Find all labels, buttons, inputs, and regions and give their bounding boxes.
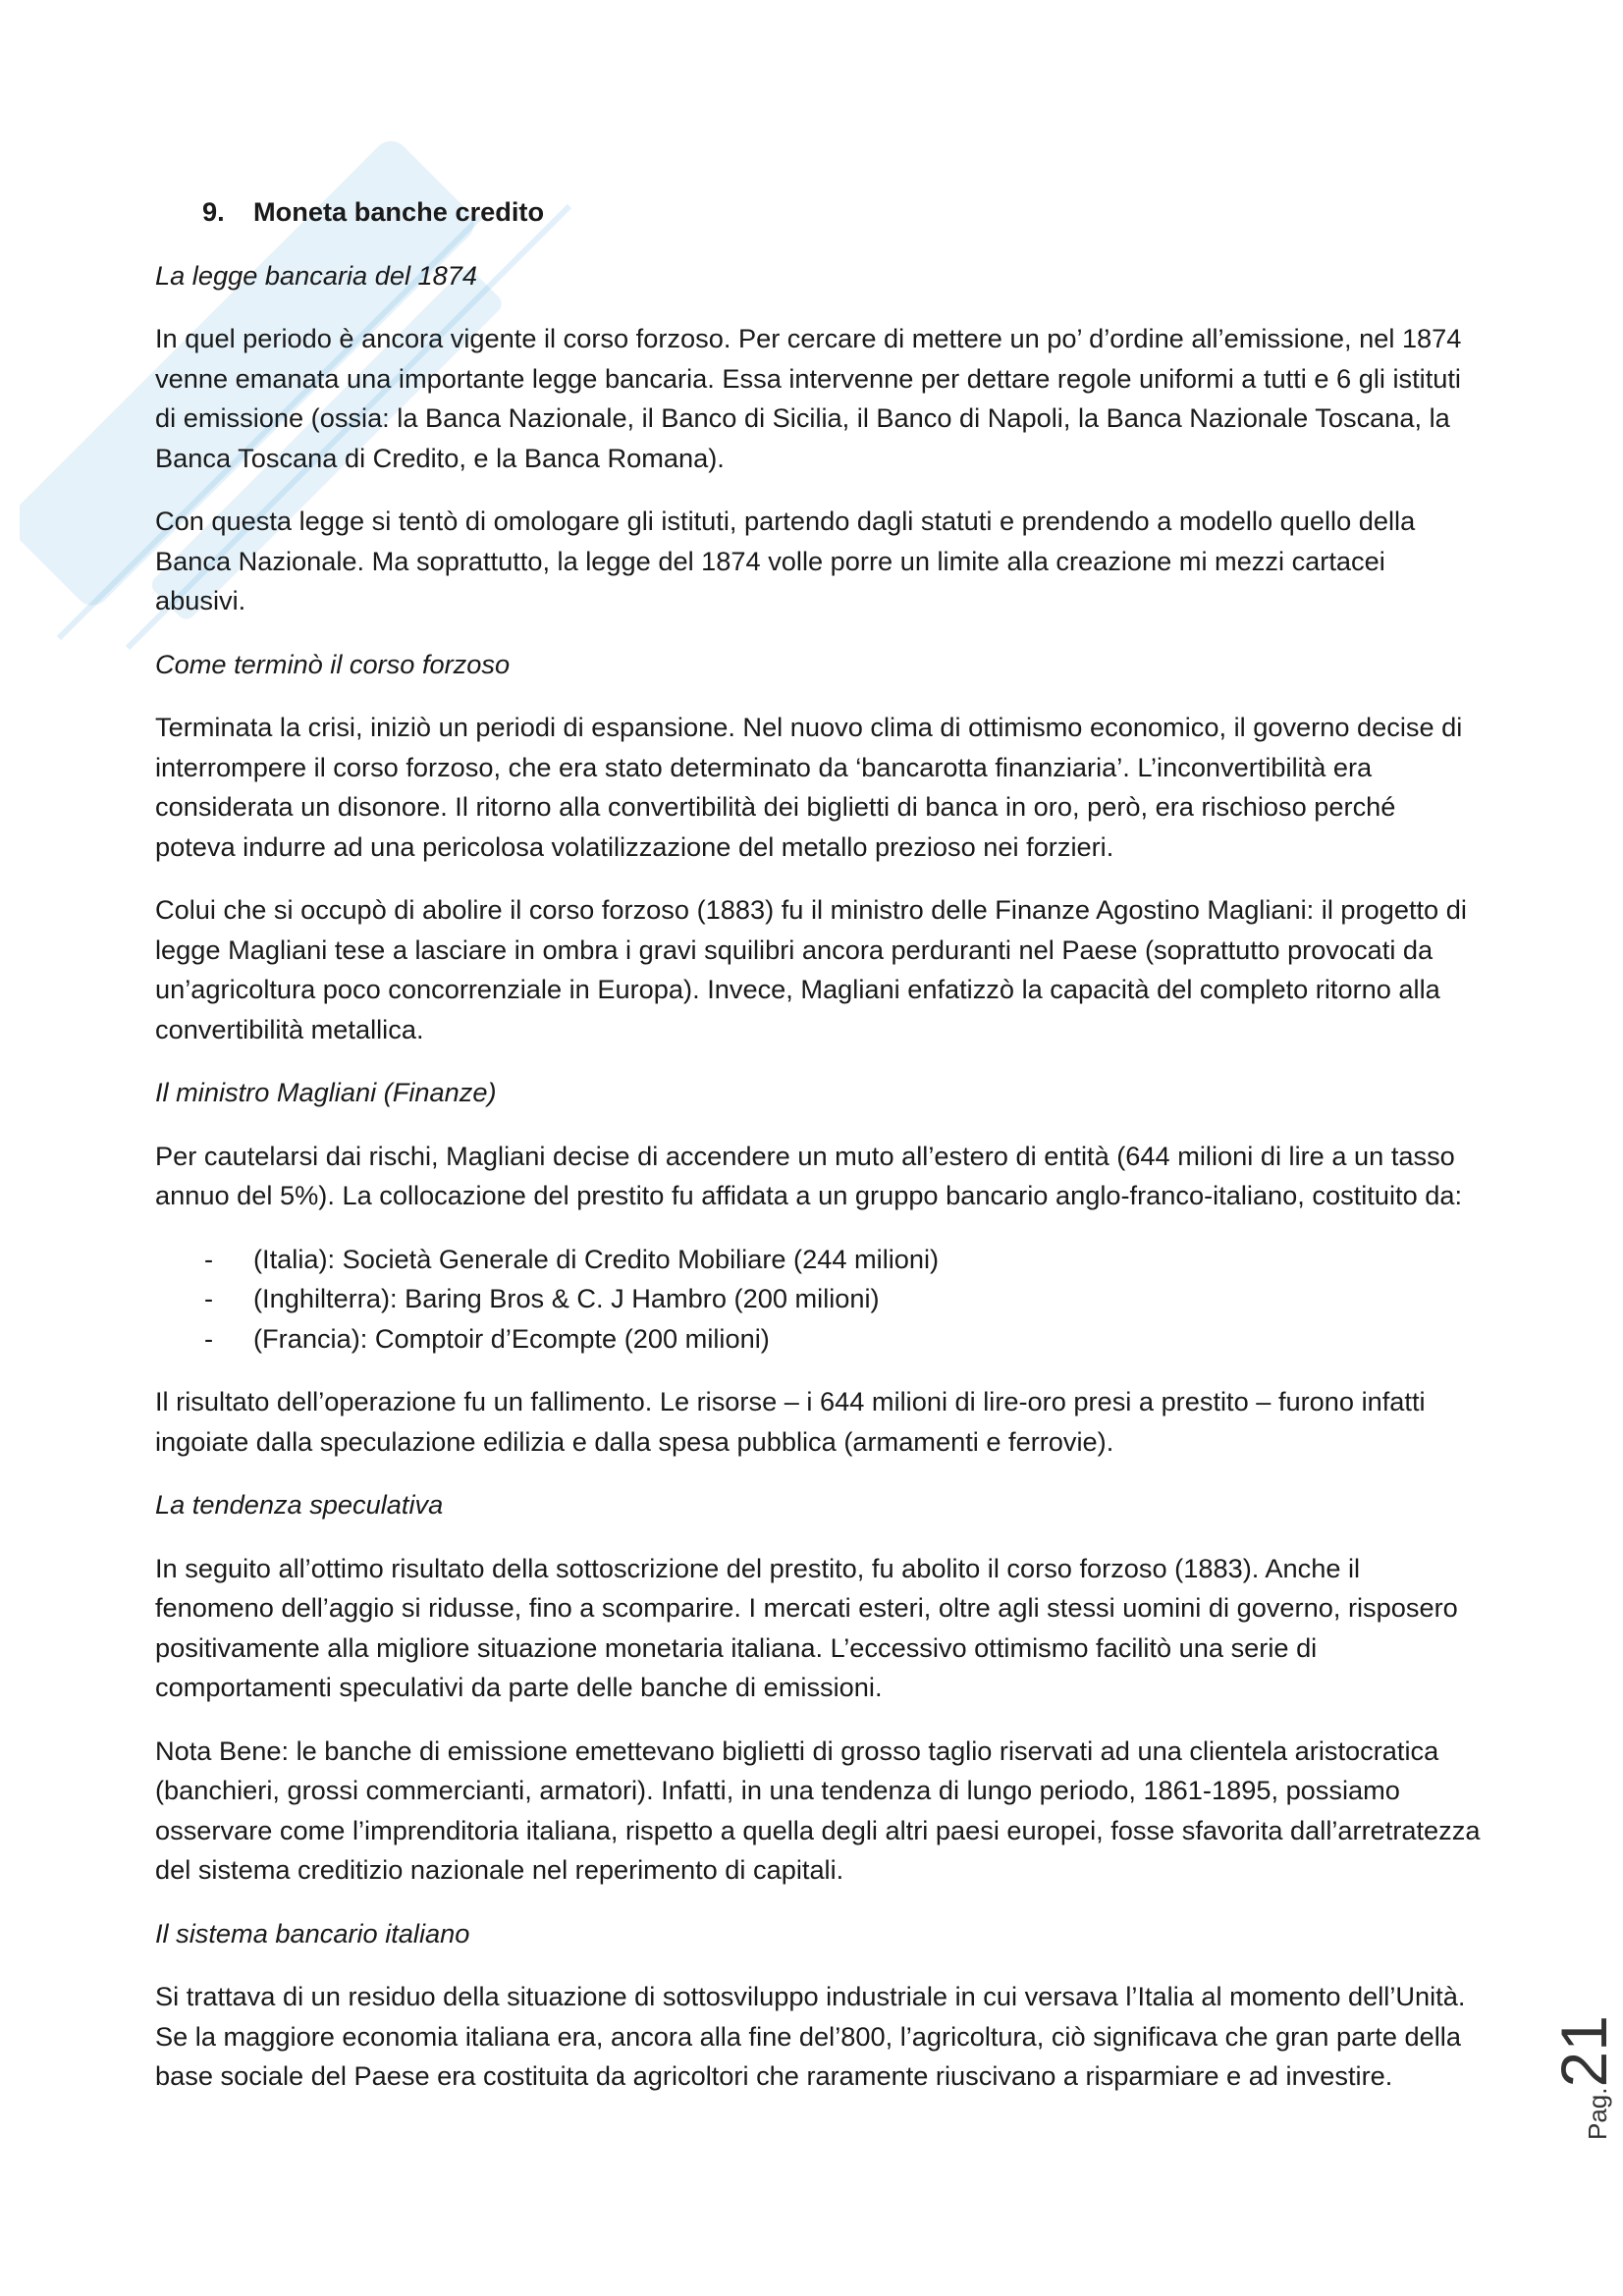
- section-heading: [202, 192, 1483, 233]
- list-item-text: (Inghilterra): Baring Bros & C. J Hambro (200 milioni): [253, 1283, 880, 1313]
- paragraph: In seguito all’ottimo risultato della sottoscrizione del prestito, fu abolito il corso forzoso (1883). Anche il fenomeno dell’aggio si ridusse, fino a scomparire. I mercati esteri, oltre agli stessi uomini di governo, risposero positivamente alla migliore situazione monetaria italiana. L’eccessivo ottimismo facilitò una serie di comportamenti speculativi da parte delle banche di emissioni.: [155, 1552, 1458, 1702]
- document-body: [155, 192, 1483, 2120]
- page-label: Pag.: [1583, 2087, 1612, 2140]
- paragraph: Nota Bene: le banche di emissione emettevano biglietti di grosso taglio riservati ad una clientela aristocratica (banchieri, grossi commercianti, armatori). Infatti, in una tendenza di lungo periodo, 1861-1895, possiamo osservare come l’imprenditoria italiana, rispetto a quella degli altri paesi europei, fosse sfavorita dall’arretratezza del sistema creditizio nazionale nel reperimento di capitali.: [155, 1735, 1481, 1885]
- paragraph: Il risultato dell’operazione fu un fallimento. Le risorse – i 644 milioni di lire-oro presi a prestito – furono infatti ingoiate dalla speculazione edilizia e dalla spesa pubblica (armamenti e ferrovie).: [155, 1386, 1426, 1457]
- subheading-corso-forzoso: Come terminò il corso forzoso: [155, 648, 511, 679]
- paragraph: Colui che si occupò di abolire il corso forzoso (1883) fu il ministro delle Finanze Agostino Magliani: il progetto di legge Magliani tese a lasciare in ombra i gravi squilibri ancora perduranti nel Paese (soprattutto provocati da un’agricoltura poco concorrenziale in Europa). Invece, Magliani enfatizzò la capacità del completo ritorno alla convertibilità metallica.: [155, 894, 1467, 1044]
- list-item-text: (Francia): Comptoir d’Ecompte (200 milioni): [253, 1322, 770, 1354]
- subheading-legge-bancaria: La legge bancaria del 1874: [155, 259, 478, 291]
- page-number: 21: [1547, 2015, 1620, 2088]
- lenders-list: [155, 1240, 1483, 1360]
- dash-bullet: -: [204, 1243, 214, 1274]
- page-number-block: [1517, 2015, 1620, 2150]
- paragraph: Per cautelarsi dai rischi, Magliani decise di accendere un muto all’estero di entità (644 milioni di lire a un tasso annuo del 5%). La collocazione del prestito fu affidata a un gruppo bancario anglo-franco-italiano, costituito da:: [155, 1140, 1463, 1210]
- dash-bullet: -: [204, 1283, 214, 1313]
- list-item: [155, 1319, 1483, 1360]
- paragraph: Con questa legge si tentò di omologare gli istituti, partendo dagli statuti e prendendo a modello quello della Banca Nazionale. Ma soprattutto, la legge del 1874 volle porre un limite alla creazione mi mezzi cartacei abusivi.: [155, 506, 1416, 615]
- list-item: [155, 1240, 1483, 1280]
- heading-number: 9.: [202, 196, 225, 227]
- list-item: [155, 1279, 1483, 1319]
- paragraph: In quel periodo è ancora vigente il corso forzoso. Per cercare di mettere un po’ d’ordine all’emissione, nel 1874 venne emanata una importante legge bancaria. Essa intervenne per dettare regole uniformi a tutti e 6 gli istituti di emissione (ossia: la Banca Nazionale, il Banco di Sicilia, il Banco di Napoli, la Banca Nazionale Toscana, la Banca Toscana di Credito, e la Banca Romana).: [155, 323, 1462, 473]
- subheading-sistema-bancario: Il sistema bancario italiano: [155, 1917, 470, 1949]
- paragraph: Terminata la crisi, iniziò un periodi di espansione. Nel nuovo clima di ottimismo economico, il governo decise di interrompere il corso forzoso, che era stato determinato da ‘bancarotta finanziaria’. L’inconvertibilità era considerata un disonore. Il ritorno alla convertibilità dei biglietti di banca in oro, però, era rischioso perché poteva indurre ad una pericolosa volatilizzazione del metallo prezioso nei forzieri.: [155, 712, 1463, 862]
- subheading-ministro-magliani: Il ministro Magliani (Finanze): [155, 1077, 497, 1107]
- list-item-text: (Italia): Società Generale di Credito Mobiliare (244 milioni): [253, 1243, 940, 1274]
- heading-title: Moneta banche credito: [253, 196, 545, 227]
- dash-bullet: -: [204, 1322, 214, 1354]
- paragraph: Si trattava di un residuo della situazione di sottosviluppo industriale in cui versava l’Italia al momento dell’Unità. Se la maggiore economia italiana era, ancora alla fine del’800, l’agricoltura, ciò significava che gran parte della base sociale del Paese era costituita da agricoltori che raramente riuscivano a risparmiare e ad investire.: [155, 1981, 1466, 2091]
- subheading-tendenza-speculativa: La tendenza speculativa: [155, 1489, 444, 1520]
